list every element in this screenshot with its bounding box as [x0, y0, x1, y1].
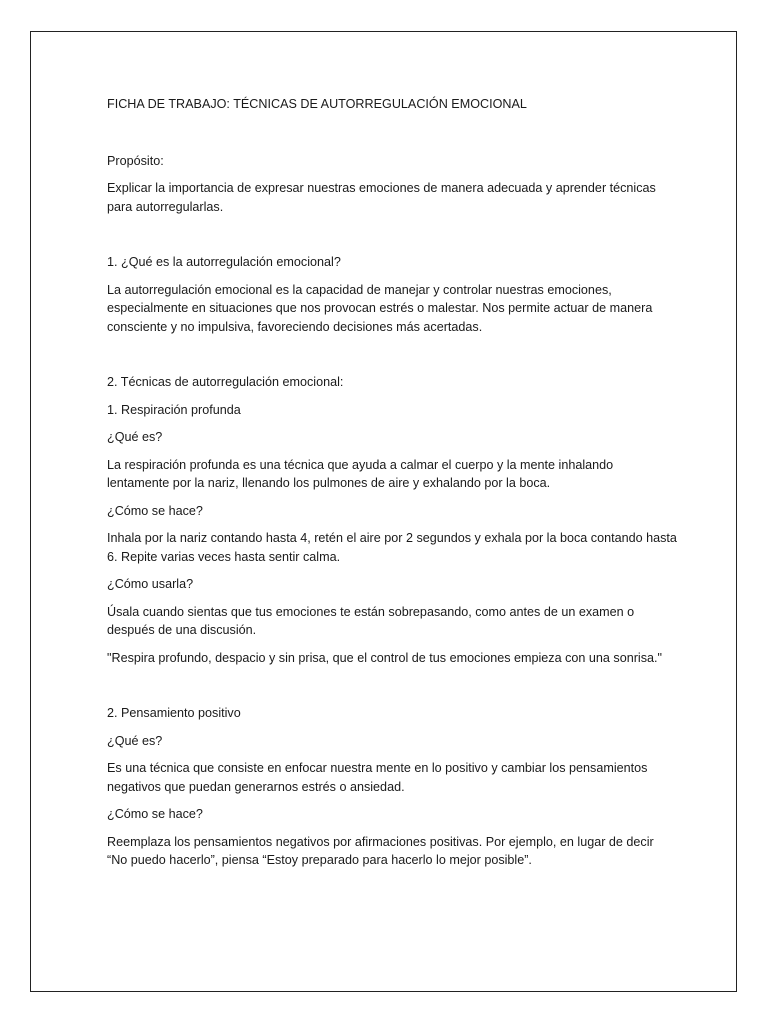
technique1-use-text: Úsala cuando sientas que tus emociones te están sobrepasando, como antes de un examen o después de una discusión. [107, 604, 635, 637]
technique2-how-text: Reemplaza los pensamientos negativos por afirmaciones positivas. Por ejemplo, en lugar de decir “No puedo hacerlo”, piensa “Estoy preparado para hacerlo lo mejor posible”. [107, 834, 654, 867]
technique2-title: 2. Pensamiento positivo [107, 706, 241, 720]
technique1-title: 1. Respiración profunda [107, 402, 241, 417]
technique2-what-heading: ¿Qué es? [107, 733, 163, 748]
document-page [30, 31, 737, 992]
technique1-what-text: La respiración profunda es una técnica que ayuda a calmar el cuerpo y la mente inhalando lentamente por la nariz, llenando los pulmones de aire y exhalando por la boca. [107, 457, 614, 490]
purpose-heading: Propósito: [107, 153, 164, 168]
technique2-how-heading: ¿Cómo se hace? [107, 807, 203, 821]
technique1-what-heading: ¿Qué es? [107, 430, 163, 444]
technique1-quote: "Respira profundo, despacio y sin prisa, que el control de tus emociones empieza con una sonrisa." [107, 650, 662, 665]
technique1-how-heading: ¿Cómo se hace? [107, 503, 203, 518]
section1-text: La autorregulación emocional es la capacidad de manejar y controlar nuestras emociones, especialmente en situaciones que nos provocan estrés o malestar. Nos permite actuar de manera consciente y no impulsiva, favoreciendo decisiones más acertadas. [107, 282, 653, 334]
purpose-text: Explicar la importancia de expresar nuestras emociones de manera adecuada y aprender técnicas para autorregularlas. [107, 181, 656, 214]
section1-heading: 1. ¿Qué es la autorregulación emocional? [107, 255, 341, 269]
document-content [107, 95, 677, 870]
technique1-use-heading: ¿Cómo usarla? [107, 577, 194, 591]
document-title: FICHA DE TRABAJO: TÉCNICAS DE AUTORREGULACIÓN EMOCIONAL [107, 97, 527, 111]
technique2-what-text: Es una técnica que consiste en enfocar nuestra mente en lo positivo y cambiar los pensamientos negativos que puedan generarnos estrés o ansiedad. [107, 761, 648, 794]
section2-heading: 2. Técnicas de autorregulación emocional: [107, 375, 344, 389]
technique1-how-text: Inhala por la nariz contando hasta 4, retén el aire por 2 segundos y exhala por la boca contando hasta 6. Repite varias veces hasta sentir calma. [107, 531, 677, 564]
